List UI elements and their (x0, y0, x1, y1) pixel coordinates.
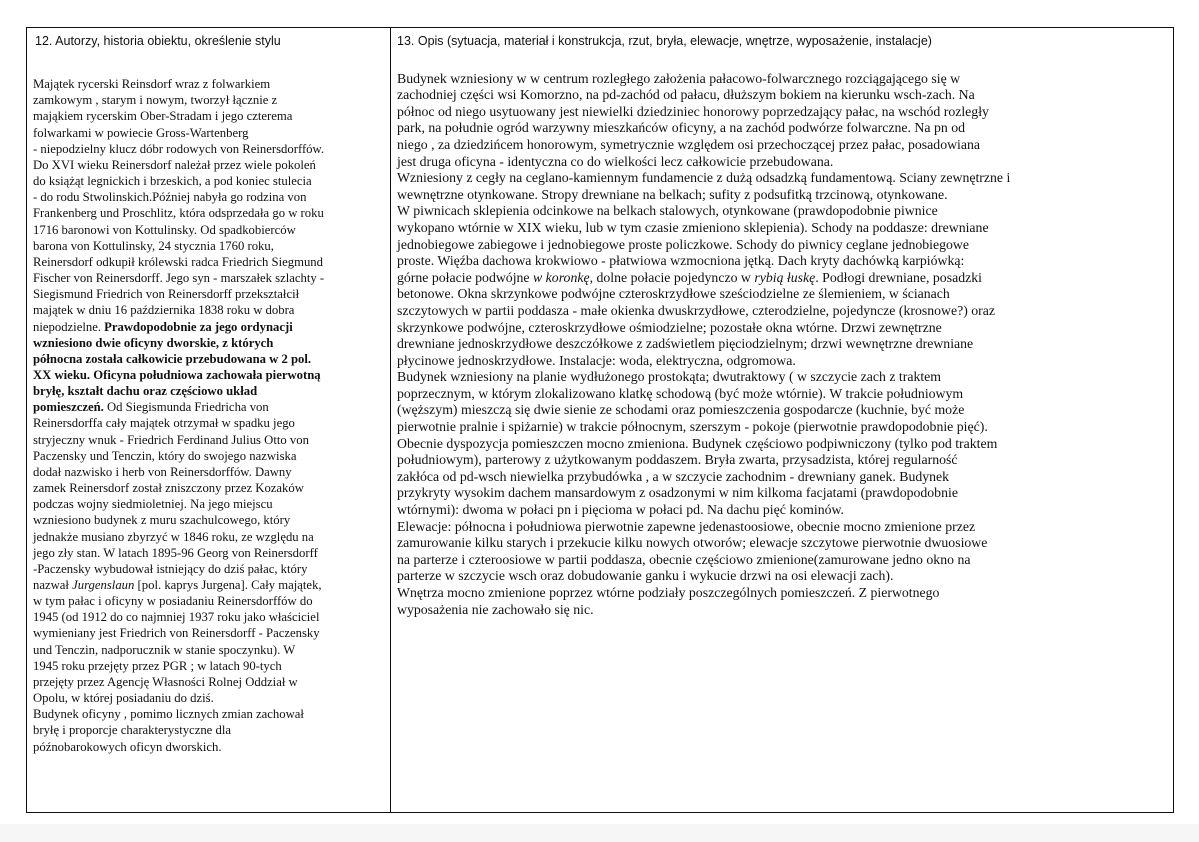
description-run-italic: rybią łuskę (754, 269, 816, 285)
description-run: Budynek wzniesiony w w centrum rozległego założenia pałacowo-folwarcznego rozciągającego się w zachodniej części wsi Komorzno, na pd-zachód od pałacu, dłuższym bokiem na kierunku wsch-zach. Na północ od niego usytuowany jest niewielki dziedziniec honorowy poprzedzający pałac, na wschód rozległy park, na południe ogród warzywny mieszkańców oficyny, a na zachód podwórze folwarczne. Na pn od niego , za dziedzińcem honorowym, symetrycznie względem osi przechoczącej przez pałac, posadowiana jest druga oficyna - identyczna co do wielkości lecz całkowicie przebudowana. Wzniesiony z cegły na ceglano-kamiennym fundamencie z dużą odsadzką fundamentową. Sciany zewnętrzne i wewnętrzne otynkowane. Stropy drewniane na belkach; sufity z podsufitką trzcinową, otynkowane. W piwnicach sklepienia odcinkowe na belkach stalowych, otynkowane (prawdopodobnie piwnice wykopano wtórnie w XIX wieku, lub w tym czasie zmieniono sklepienia). Schody na poddasze: drewniane jednobiegowe zabiegowe i jednobiegowe proste policzkowe. Schody do piwnicy ceglane jednobiegowe proste. Więźba dachowa krokwiowo - płatwiowa wzmocniona jętką. Dach kryty dachówką karpiówką: górne połacie podwójne (397, 70, 1011, 285)
history-column (27, 28, 391, 812)
history-text (33, 60, 386, 755)
description-header: 13. Opis (sytuacja, materiał i konstrukcja, rzut, bryła, elewacje, wnętrze, wyposażenie, instalacje) (397, 34, 932, 48)
description-text (397, 54, 1169, 618)
scan-bottom-edge (0, 824, 1199, 842)
history-run: Od Siegismunda Friedricha von Reinersdorffa cały majątek otrzymał w spadku jego stryjeczny wnuk - Friedrich Ferdinand Julius Otto von Paczensky und Tenczin, który do swojego nazwiska dodał nazwisko i herb von Reinersdorffów. Dawny zamek Reinersdorf został zniszczony przez Kozaków podczas wojny siedmioletniej. Na jego miejscu wzniesiono budynek z muru szachulcowego, który jednakże musiano zbyrzyć w 1846 roku, ze względu na jego zły stan. W latach 1895-96 Georg von Reinersdorff -Paczensky wybudował istniejący do dziś pałac, który nazwał (33, 400, 318, 592)
history-run: [pol. kaprys Jurgena]. Cały majątek, w tym pałac i oficyny w posiadaniu Reinersdorffów do 1945 (od 1912 do co najmniej 1937 roku jako właściciel wymieniany jest Friedrich von Reinersdorff - Paczensky und Tenczin, nadporucznik w stanie spoczynku). W 1945 roku przejęty przez PGR ; w latach 90-tych przejęty przez Agencję Własności Rolnej Oddział w Opolu, w której posiadaniu do dziś. Budynek oficyny , pomimo licznych zmian zachował bryłę i proporcje charakterystyczne dla późnobarokowych oficyn dworskich. (33, 578, 322, 754)
history-run-italic: Jurgenslaun (72, 578, 135, 592)
description-run: . Podłogi drewniane, posadzki betonowe. Okna skrzynkowe podwójne czteroskrzydłowe sześciodzielne ze ślemieniem, w ścianach szczytowych w partii poddasza - małe okienka dwuskrzydłowe, czterodzielne, pojedyncze (krosnowe?) oraz skrzynkowe podwójne, czteroskrzydłowe ośmiodzielne; pozostałe okna wtórne. Drzwi zewnętrzne drewniane jednoskrzydłowe deszczółkowe z zadświetlem pięciodzielnym; drzwi wewnętrzne drewniane płycinowe jednoskrzydłowe. Instalacje: woda, elektryczna, odgromowa. Budynek wzniesiony na planie wydłużonego prostokąta; dwutraktowy ( w szczycie zach z traktem poprzecznym, w którym zlokalizowano klatkę schodową (być może wtórnie). W trakcie południowym (węższym) mieszczą się dwie sienie ze schodami oraz pomieszczenia gospodarcze (kuchnie, być może pierwotnie pralnie i spiżarnie) w trakcie północnym, szerszym - pokoje (pierwotnie prawdopodobnie pięć). Obecnie dyspozycja pomieszczen mocno zmieniona. Budynek częściowo podpiwniczony (tylko pod traktem południowym), parterowy z użytkowanym poddaszem. Bryła zwarta, przysadzista, której regularność zakłóca od pd-wsch niewielka przybudówka , a w szczycie zachodnim - drewniany ganek. Budynek przykryty wysokim dachem mansardowym z osadzonymi w nim kilkoma facjatami (prawdopodobnie wtórnymi): dwoma w połaci pn i pięcioma w połaci pd. Na dachu pięć kominów. Elewacje: północna i południowa pierwotnie zapewne jedenastoosiowe, obecnie mocno zmienione przez zamurowanie kilku starych i przekucie kilku nowych otworów; elewacje szczytowe pierwotnie dwuosiowe na parterze i czteroosiowe w partii poddasza, obecnie częściowo zmienione(zamurowane jedno okno na parterze w szczycie wsch oraz dobudowanie ganku i wykucie drzwi na osi elewacji zach). Wnętrza mocno zmienione poprzez wtórne podziały poszczególnych pomieszczeń. Z pierwotnego wyposażenia nie zachowało się nic. (397, 269, 998, 617)
description-column (391, 28, 1173, 812)
history-header: 12. Autorzy, historia obiektu, określenie stylu (35, 34, 281, 48)
description-run-italic: w koronkę (533, 269, 590, 285)
history-run: Majątek rycerski Reinsdorf wraz z folwarkiem zamkowym , starym i nowym, tworzył łącznie z mająkiem rycerskim Ober-Stradam i jego czterema folwarkami w powiecie Gross-Wartenberg - niepodzielny klucz dóbr rodowych von Reinersdorffów. Do XVI wieku Reinersdorf należał przez wiele pokoleń do książąt legnickich i brzeskich, a pod koniec stulecia - do rodu Stwolinskich.Później nabyła go rodzina von Frankenberg und Proschlitz, która odsprzedała go w roku 1716 baronowi von Kottulinsky. Od spadkobierców barona von Kottulinsky, 24 stycznia 1760 roku, Reinersdorf odkupił królewski radca Friedrich Siegmund Fischer von Reinersdorff. Jego syn - marszałek szlachty - Siegismund Friedrich von Reinersdorff przekształcił majątek w dniu 16 października 1838 roku w dobra niepodzielne. (33, 77, 325, 334)
form-sheet (26, 27, 1174, 813)
history-run-bold: Prawdopodobnie za jego ordynacji wzniesiono dwie oficyny dworskie, z których północna została całkowicie przebudowana w 2 pol. XX wieku. Oficyna południowa zachowała pierwotną bryłę, kształt dachu oraz częściowo układ pomieszczeń. (33, 319, 321, 415)
description-run: , dolne połacie pojedynczo w (589, 269, 755, 285)
